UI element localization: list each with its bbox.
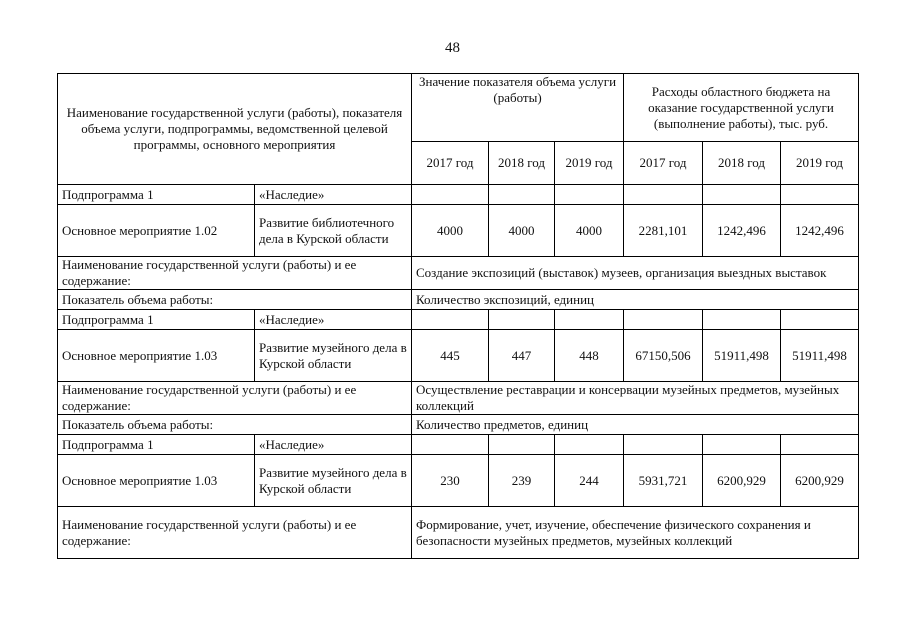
value-cell: 4000 (412, 205, 489, 257)
measure-name: Развитие музейного дела в Курской области (255, 330, 412, 382)
header-name-column: Наименование государственной услуги (работы), показателя объема услуги, подпрограммы, ведомственной целевой программы, основного мероприятия (58, 74, 412, 185)
header-year: 2017 год (624, 142, 703, 185)
value-cell: 448 (555, 330, 624, 382)
subprogram-row (58, 310, 859, 330)
value-cell: 4000 (555, 205, 624, 257)
indicator-text: Количество экспозиций, единиц (412, 290, 859, 310)
value-cell: 67150,506 (624, 330, 703, 382)
service-text: Осуществление реставрации и консервации музейных предметов, музейных коллекций (412, 382, 859, 415)
value-cell: 445 (412, 330, 489, 382)
service-text: Создание экспозиций (выставок) музеев, организация выездных выставок (412, 257, 859, 290)
subprogram-row (58, 435, 859, 455)
service-text: Формирование, учет, изучение, обеспечение физического сохранения и безопасности музейных предметов, музейных коллекций (412, 507, 859, 559)
value-cell: 447 (489, 330, 555, 382)
service-label: Наименование государственной услуги (работы) и ее содержание: (58, 257, 412, 290)
subprogram-name: «Наследие» (255, 435, 412, 455)
subprogram-label: Подпрограмма 1 (58, 310, 255, 330)
value-cell: 1242,496 (781, 205, 859, 257)
measure-row (58, 205, 859, 257)
budget-table (57, 73, 859, 559)
value-cell: 244 (555, 455, 624, 507)
header-year: 2019 год (781, 142, 859, 185)
value-cell: 2281,101 (624, 205, 703, 257)
indicator-text: Количество предметов, единиц (412, 415, 859, 435)
measure-label: Основное мероприятие 1.02 (58, 205, 255, 257)
header-year: 2019 год (555, 142, 624, 185)
subprogram-label: Подпрограмма 1 (58, 435, 255, 455)
subprogram-name: «Наследие» (255, 310, 412, 330)
value-cell: 1242,496 (703, 205, 781, 257)
header-volume-column: Значение показателя объема услуги (работы) (412, 74, 624, 142)
measure-row (58, 330, 859, 382)
value-cell: 4000 (489, 205, 555, 257)
indicator-row (58, 290, 859, 310)
measure-name: Развитие библиотечного дела в Курской области (255, 205, 412, 257)
subprogram-name: «Наследие» (255, 185, 412, 205)
header-row-top (58, 74, 859, 142)
header-year: 2017 год (412, 142, 489, 185)
value-cell: 5931,721 (624, 455, 703, 507)
indicator-label: Показатель объема работы: (58, 290, 412, 310)
subprogram-row (58, 185, 859, 205)
service-row (58, 382, 859, 415)
measure-row (58, 455, 859, 507)
value-cell: 51911,498 (781, 330, 859, 382)
service-label: Наименование государственной услуги (работы) и ее содержание: (58, 507, 412, 559)
measure-label: Основное мероприятие 1.03 (58, 455, 255, 507)
value-cell: 230 (412, 455, 489, 507)
indicator-label: Показатель объема работы: (58, 415, 412, 435)
measure-name: Развитие музейного дела в Курской области (255, 455, 412, 507)
value-cell: 51911,498 (703, 330, 781, 382)
page-number: 48 (445, 40, 460, 56)
value-cell: 6200,929 (781, 455, 859, 507)
value-cell: 6200,929 (703, 455, 781, 507)
header-budget-column: Расходы областного бюджета на оказание государственной услуги (выполнение работы), тыс. руб. (624, 74, 859, 142)
service-row (58, 257, 859, 290)
service-row (58, 507, 859, 559)
header-year: 2018 год (489, 142, 555, 185)
indicator-row (58, 415, 859, 435)
service-label: Наименование государственной услуги (работы) и ее содержание: (58, 382, 412, 415)
value-cell: 239 (489, 455, 555, 507)
measure-label: Основное мероприятие 1.03 (58, 330, 255, 382)
subprogram-label: Подпрограмма 1 (58, 185, 255, 205)
header-year: 2018 год (703, 142, 781, 185)
